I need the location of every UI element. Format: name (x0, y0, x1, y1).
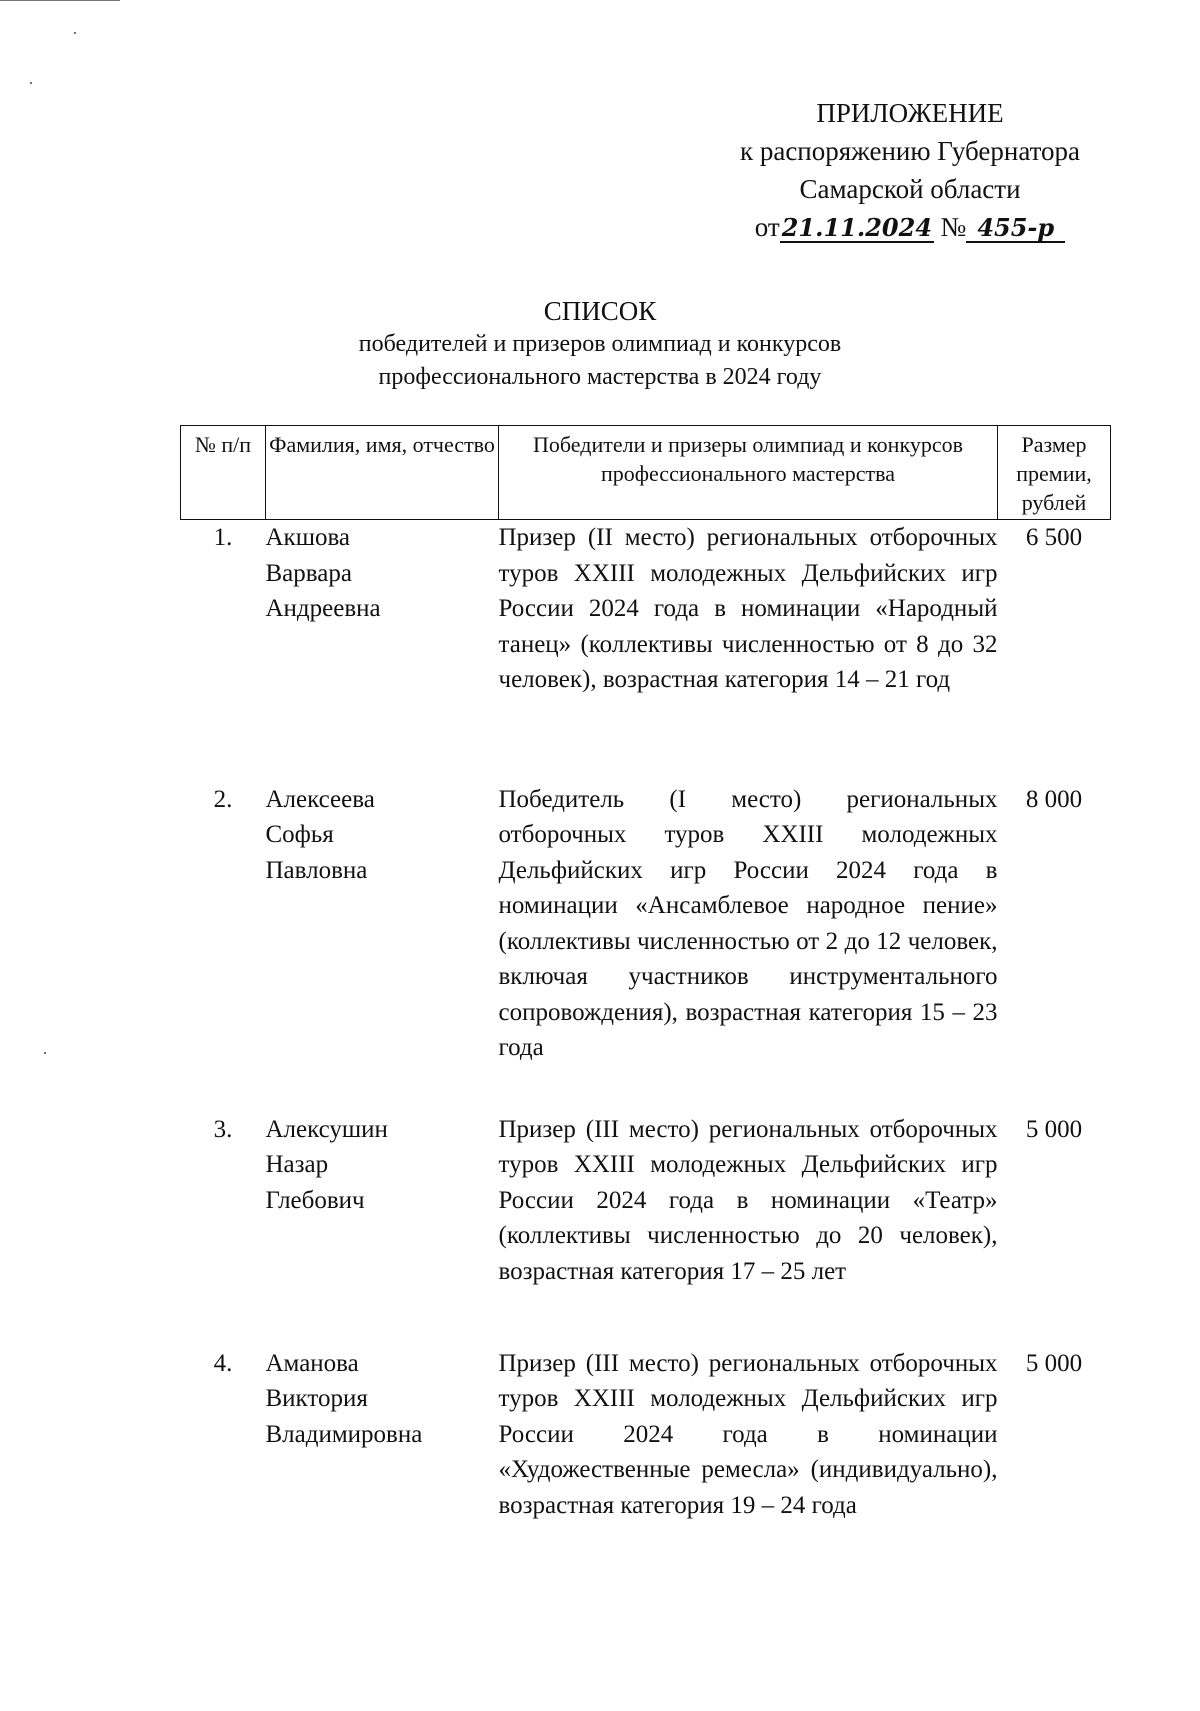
first-name: Виктория (265, 1385, 368, 1412)
surname: Акшова (265, 524, 351, 551)
scan-speck (44, 1052, 46, 1054)
row-full-name (266, 520, 499, 782)
row-description: Победитель (I место) региональных отборочных туров XXIII молодежных Дельфийских игр России 2024 года в номинации «Ансамблевое народное пение» (коллективы численностью от 2 до 12 человек, включая участников инструментального сопровождения), возрастная категория 15 – 23 года (498, 785, 998, 1061)
table-header-row (181, 426, 1111, 520)
row-number: 3. (213, 1115, 233, 1143)
scan-speck (74, 32, 76, 34)
list-caption: СПИСОК (543, 296, 657, 326)
first-name: Назар (265, 1151, 329, 1178)
row-prize: 5 000 (1025, 1115, 1083, 1143)
row-prize: 6 500 (1025, 524, 1083, 551)
patronymic: Павловна (265, 856, 368, 884)
appendix-date-line (700, 208, 1120, 246)
row-number: 2. (213, 785, 233, 813)
row-number: 1. (213, 524, 233, 551)
appendix-line-2: Самарской области (799, 174, 1021, 204)
first-name: Софья (265, 821, 334, 848)
appendix-block (700, 94, 1120, 246)
row-full-name (266, 782, 499, 1112)
row-description: Призер (III место) региональных отборочных туров XXIII молодежных Дельфийских игр России 2024 года в номинации «Театр» (коллективы численностью до 20 человек), возрастная категория 17 – 25 лет (498, 1115, 998, 1285)
list-subtitle-line-1: победителей и призеров олимпиад и конкурсов (358, 331, 842, 357)
row-description: Призер (III место) региональных отборочных туров XXIII молодежных Дельфийских игр России 2024 года в номинации «Художественные ремесла» (индивидуально), возрастная категория 19 – 24 года (498, 1349, 998, 1519)
handwritten-date: 21.11.2024 (781, 213, 933, 242)
table-row (181, 782, 1111, 1112)
table-row (181, 1112, 1111, 1346)
appendix-title: ПРИЛОЖЕНИЕ (816, 98, 1004, 128)
header-description: Победители и призеры олимпиад и конкурсов профессионального мастерства (499, 426, 998, 520)
scan-speck (30, 82, 32, 84)
table-row (181, 1346, 1111, 1586)
header-number: № п/п (181, 426, 266, 520)
row-full-name (266, 1346, 499, 1586)
header-name: Фамилия, имя, отчество (266, 426, 499, 520)
surname: Алексеева (265, 785, 375, 813)
row-full-name (266, 1112, 499, 1346)
patronymic: Глебович (265, 1186, 365, 1214)
surname: Алексушин (265, 1115, 388, 1143)
first-name: Варвара (265, 559, 352, 587)
date-prefix: от (754, 212, 780, 242)
scan-edge-line (0, 0, 120, 1)
list-title-block (300, 294, 900, 394)
row-number: 4. (213, 1349, 233, 1377)
handwritten-number: 455-р (966, 215, 1065, 243)
appendix-line-1: к распоряжению Губернатора (739, 136, 1081, 166)
row-description: Призер (II место) региональных отборочных туров XXIII молодежных Дельфийских игр России 2024 года в номинации «Народный танец» (коллективы численностью от 8 до 32 человек), возрастная категория 14 – 21 год (498, 524, 998, 693)
row-prize: 8 000 (1025, 785, 1083, 813)
table-row (181, 520, 1111, 782)
header-prize: Размер премии, рублей (998, 426, 1111, 520)
list-subtitle-line-2: профессионального мастерства в 2024 году (378, 364, 822, 390)
number-sign: № (940, 212, 967, 242)
surname: Аманова (265, 1349, 359, 1377)
row-prize: 5 000 (1025, 1349, 1083, 1377)
winners-table (180, 425, 1111, 1586)
patronymic: Андреевна (265, 595, 381, 622)
patronymic: Владимировна (265, 1420, 423, 1448)
